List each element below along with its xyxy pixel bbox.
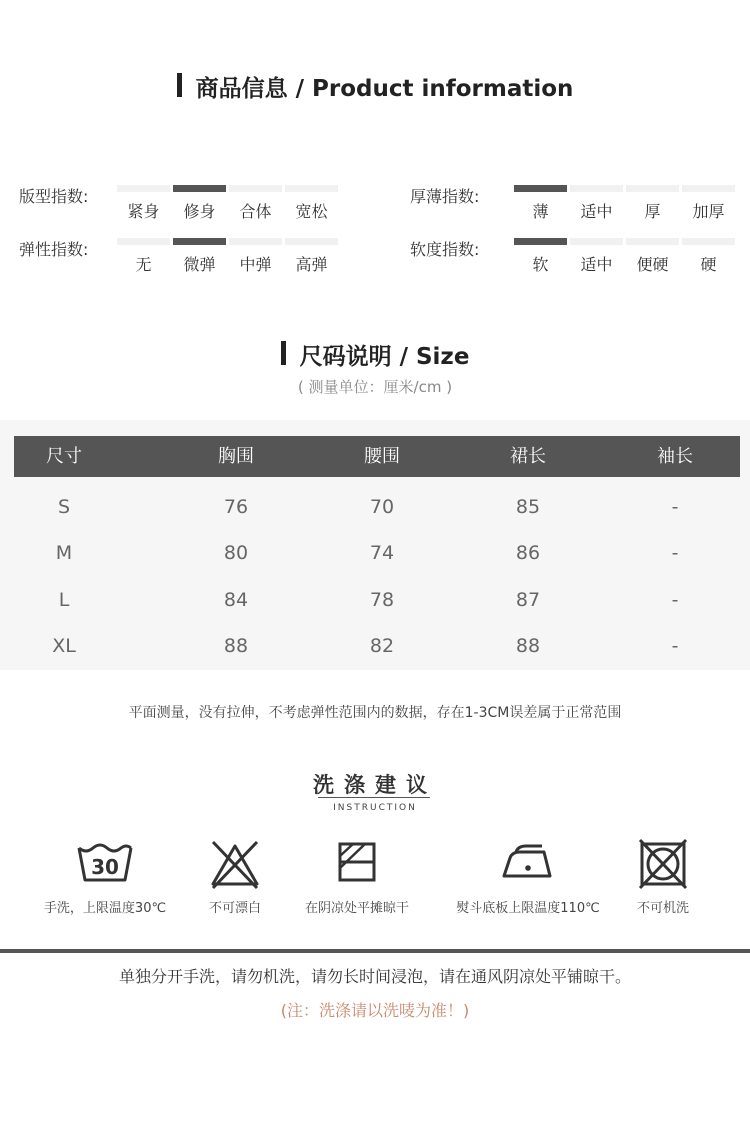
thickness-option: 加厚 [692,202,725,221]
thickness-option: 厚 [644,202,661,221]
header-sleeve: 袖长 [657,446,693,467]
fit-seg-1 [117,185,170,192]
thickness-seg-2 [570,185,623,192]
size-unit: ( 测量单位：厘米/cm ) [297,378,453,396]
cell-length: 86 [515,542,541,564]
shade-flat-dry-icon [335,838,379,884]
softness-index-label: 软度指数: [410,240,480,259]
header-length: 裙长 [510,446,546,467]
cell-sleeve: - [671,589,679,611]
care-label: 不可漂白 [208,901,261,916]
hand-wash-30-icon [75,838,135,886]
softness-option: 软 [532,255,549,274]
section-divider [0,949,750,953]
elasticity-option: 无 [135,255,152,274]
svg-text:30: 30 [91,855,119,879]
cell-sleeve: - [671,635,679,657]
fit-option: 紧身 [127,202,160,221]
elasticity-index-label: 弹性指数: [19,240,89,259]
elasticity-seg-1 [117,238,170,245]
fit-seg-4 [285,185,338,192]
cell-size: M [55,542,73,564]
care-label: 熨斗底板上限温度110℃ [456,901,600,916]
care-label-note: (注：洗涤请以洗唛为准！) [280,1001,470,1020]
care-label: 手洗，上限温度30℃ [43,901,167,916]
cell-chest: 84 [223,589,249,611]
cell-size: XL [52,635,76,657]
cell-size: S [57,496,71,518]
elasticity-seg-3 [229,238,282,245]
softness-option: 硬 [700,255,717,274]
fit-option: 宽松 [295,202,328,221]
fit-seg-2 [173,185,226,192]
cell-sleeve: - [671,496,679,518]
no-bleach-icon [206,838,264,890]
cell-length: 87 [515,589,541,611]
cell-waist: 78 [369,589,395,611]
title-bar-marker [177,73,182,97]
washing-title-underline [318,797,430,798]
cell-waist: 74 [369,542,395,564]
iron-110-icon [498,838,556,882]
washing-title: 洗涤建议 [313,773,437,797]
care-label: 在阴凉处平摊晾干 [304,901,409,916]
cell-chest: 88 [223,635,249,657]
cell-size: L [58,589,70,611]
care-label: 不可机洗 [636,901,689,916]
thickness-index-label: 厚薄指数: [410,187,480,206]
cell-length: 85 [515,496,541,518]
softness-seg-2 [570,238,623,245]
fit-index-label: 版型指数: [19,187,89,206]
title-bar-marker [281,341,286,365]
softness-seg-1 [514,238,567,245]
header-chest: 胸围 [218,446,254,467]
softness-option: 适中 [580,255,613,274]
fit-option: 修身 [183,202,216,221]
size-title-text: 尺码说明 / Size [299,344,470,370]
cell-waist: 70 [369,496,395,518]
cell-sleeve: - [671,542,679,564]
softness-seg-3 [626,238,679,245]
size-table-header [14,436,740,477]
elasticity-option: 微弹 [183,255,216,274]
fit-seg-3 [229,185,282,192]
no-machine-wash-icon [638,838,688,890]
header-waist: 腰围 [364,446,400,467]
product-info-title [0,70,750,103]
product-info-title-text: 商品信息 / Product information [195,76,574,102]
header-size: 尺寸 [46,446,82,467]
thickness-option: 适中 [580,202,613,221]
care-instruction-text: 单独分开手洗，请勿机洗，请勿长时间浸泡，请在通风阴凉处平铺晾干。 [118,967,631,986]
measurement-note: 平面测量，没有拉伸，不考虑弹性范围内的数据，存在1-3CM误差属于正常范围 [128,705,622,721]
cell-chest: 80 [223,542,249,564]
cell-length: 88 [515,635,541,657]
thickness-seg-1 [514,185,567,192]
thickness-seg-4 [682,185,735,192]
softness-option: 便硬 [636,255,669,274]
cell-waist: 82 [369,635,395,657]
cell-chest: 76 [223,496,249,518]
washing-subtitle: INSTRUCTION [333,803,417,813]
size-title [0,338,750,371]
elasticity-option: 中弹 [239,255,272,274]
fit-option: 合体 [239,202,272,221]
thickness-option: 薄 [532,202,549,221]
thickness-seg-3 [626,185,679,192]
elasticity-seg-4 [285,238,338,245]
elasticity-seg-2 [173,238,226,245]
softness-seg-4 [682,238,735,245]
elasticity-option: 高弹 [295,255,328,274]
